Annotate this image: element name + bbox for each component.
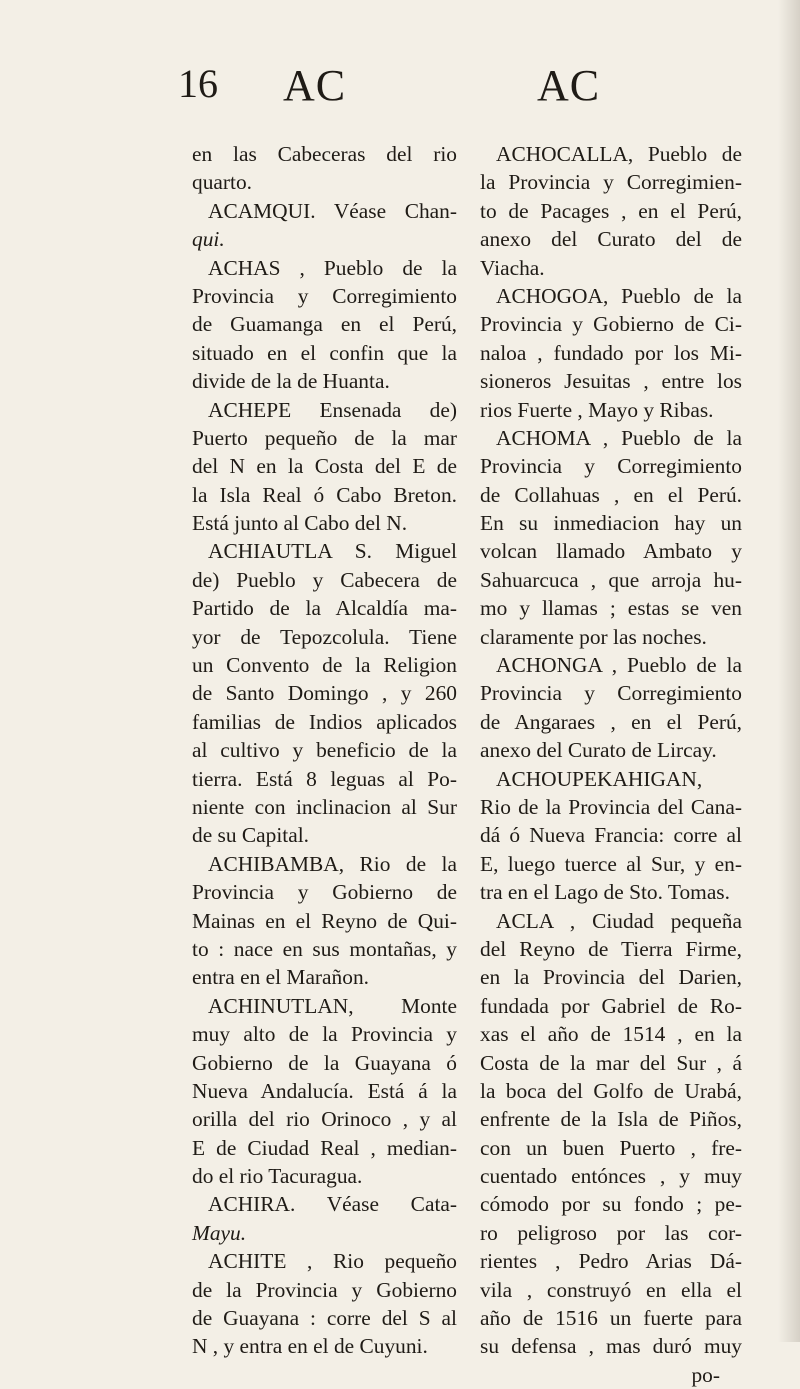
- text-line: Viacha.: [480, 255, 545, 280]
- text-line: al cultivo y beneficio de la: [192, 738, 457, 763]
- text-line: del N en la Costa del E de: [192, 454, 457, 479]
- text-line: anexo del Curato de Lircay.: [480, 738, 717, 763]
- text-line: anexo del Curato del de: [480, 227, 742, 252]
- text-line: de) Pueblo y Cabecera de: [192, 567, 457, 592]
- text-line: ACHOGOA, Pueblo de la: [496, 283, 742, 308]
- text-line: Nueva Andalucía. Está á la: [192, 1078, 457, 1103]
- text-line: cómodo por su fondo ; pe-: [480, 1192, 742, 1217]
- text-line: año de 1516 un fuerte para: [480, 1306, 742, 1331]
- running-header: [0, 60, 800, 120]
- text-line: ACHINUTLAN, Monte: [208, 993, 457, 1018]
- text-line: to : nace en sus montañas, y: [192, 936, 457, 961]
- text-line: to de Pacages , en el Perú,: [480, 198, 742, 223]
- text-line: ACAMQUI. Véase Chan-: [208, 198, 457, 223]
- page-number: 16: [178, 61, 218, 106]
- text-line: su defensa , mas duró muy: [480, 1334, 742, 1359]
- text-line: muy alto de la Provincia y: [192, 1022, 457, 1047]
- text-line: tra en el Lago de Sto. Tomas.: [480, 880, 730, 905]
- text-line: Provincia y Corregimiento: [480, 681, 742, 706]
- text-line: ACHIBAMBA, Rio de la: [208, 851, 457, 876]
- text-line: E de Ciudad Real , median-: [192, 1135, 457, 1160]
- text-line: N , y entra en el de Cuyuni.: [192, 1334, 428, 1359]
- text-line: rios Fuerte , Mayo y Ribas.: [480, 397, 714, 422]
- text-line: ACHITE , Rio pequeño: [208, 1249, 457, 1274]
- left-running-headword: AC: [283, 61, 347, 110]
- text-line: Está junto al Cabo del N.: [192, 511, 408, 536]
- text-line: xas el año de 1514 , en la: [480, 1022, 742, 1047]
- text-line: po-: [691, 1362, 720, 1387]
- text-line: do el rio Tacuragua.: [192, 1164, 363, 1189]
- text-line: de Santo Domingo , y 260: [192, 681, 457, 706]
- page-edge-shadow: [778, 0, 800, 1342]
- text-line: Provincia y Corregimiento: [480, 454, 742, 479]
- text-line: claramente por las noches.: [480, 624, 707, 649]
- right-text-column: [480, 140, 742, 1389]
- text-line: naloa , fundado por los Mi-: [480, 340, 742, 365]
- text-line: en la Provincia del Darien,: [480, 965, 742, 990]
- text-line: familias de Indios aplicados: [192, 709, 457, 734]
- text-line: de Collahuas , en el Perú.: [480, 482, 742, 507]
- text-line: mo y llamas ; estas se ven: [480, 596, 742, 621]
- text-line: de la Provincia y Gobierno: [192, 1277, 457, 1302]
- text-line: ro peligroso por las cor-: [480, 1220, 742, 1245]
- text-line: volcan llamado Ambato y: [480, 539, 742, 564]
- text-line: orilla del rio Orinoco , y al: [192, 1107, 457, 1132]
- text-line: Sahuarcuca , que arroja hu-: [480, 567, 742, 592]
- text-line: un Convento de la Religion: [192, 653, 457, 678]
- text-line: situado en el confin que la: [192, 340, 457, 365]
- text-line: ACHAS , Pueblo de la: [208, 255, 457, 280]
- text-line: de Guamanga en el Perú,: [192, 312, 457, 337]
- text-line: ACHOUPEKAHIGAN,: [496, 766, 703, 791]
- text-line: ACHOCALLA, Pueblo de: [496, 142, 742, 166]
- text-line: E, luego tuerce al Sur, y en-: [480, 851, 742, 876]
- text-line: Puerto pequeño de la mar: [192, 425, 457, 450]
- text-line: del Reyno de Tierra Firme,: [480, 936, 742, 961]
- text-line: ACHEPE Ensenada de): [208, 397, 457, 422]
- text-line: Mayu.: [192, 1220, 247, 1245]
- text-line: vila , construyó en ella el: [480, 1277, 742, 1302]
- text-line: ACLA , Ciudad pequeña: [496, 908, 742, 933]
- left-text-column: [192, 140, 457, 1361]
- text-line: quarto.: [192, 170, 252, 195]
- text-line: rientes , Pedro Arias Dá-: [480, 1249, 742, 1274]
- text-line: sioneros Jesuitas , entre los: [480, 369, 742, 394]
- text-line: ACHONGA , Pueblo de la: [496, 653, 742, 678]
- right-running-headword: AC: [537, 61, 601, 110]
- text-line: En su inmediacion hay un: [480, 511, 742, 536]
- text-line: en las Cabeceras del rio: [192, 142, 457, 166]
- text-line: fundada por Gabriel de Ro-: [480, 993, 742, 1018]
- text-line: enfrente de la Isla de Piños,: [480, 1107, 742, 1132]
- text-line: con un buen Puerto , fre-: [480, 1135, 742, 1160]
- text-line: de Angaraes , en el Perú,: [480, 709, 742, 734]
- text-line: la boca del Golfo de Urabá,: [480, 1078, 742, 1103]
- text-line: qui.: [192, 227, 225, 252]
- text-line: ACHIRA. Véase Cata-: [208, 1192, 457, 1217]
- text-line: Gobierno de la Guayana ó: [192, 1050, 457, 1075]
- text-line: dá ó Nueva Francia: corre al: [480, 823, 742, 848]
- text-line: entra en el Marañon.: [192, 965, 369, 990]
- text-line: ACHIAUTLA S. Miguel: [208, 539, 457, 564]
- text-line: de su Capital.: [192, 823, 310, 848]
- text-line: Costa de la mar del Sur , á: [480, 1050, 742, 1075]
- text-line: cuentado entónces , y muy: [480, 1164, 742, 1189]
- text-line: Rio de la Provincia del Cana-: [480, 794, 742, 819]
- text-line: la Isla Real ó Cabo Breton.: [192, 482, 457, 507]
- text-line: niente con inclinacion al Sur: [192, 794, 457, 819]
- text-line: Provincia y Gobierno de: [192, 880, 457, 905]
- text-line: Provincia y Corregimiento: [192, 283, 457, 308]
- text-line: Mainas en el Reyno de Qui-: [192, 908, 457, 933]
- text-line: tierra. Está 8 leguas al Po-: [192, 766, 457, 791]
- text-line: yor de Tepozcolula. Tiene: [192, 624, 457, 649]
- text-line: de Guayana : corre del S al: [192, 1306, 457, 1331]
- text-line: ACHOMA , Pueblo de la: [496, 425, 742, 450]
- text-line: Partido de la Alcaldía ma-: [192, 596, 457, 621]
- text-line: divide de la de Huanta.: [192, 369, 390, 394]
- text-line: la Provincia y Corregimien-: [480, 170, 742, 195]
- text-line: Provincia y Gobierno de Ci-: [480, 312, 742, 337]
